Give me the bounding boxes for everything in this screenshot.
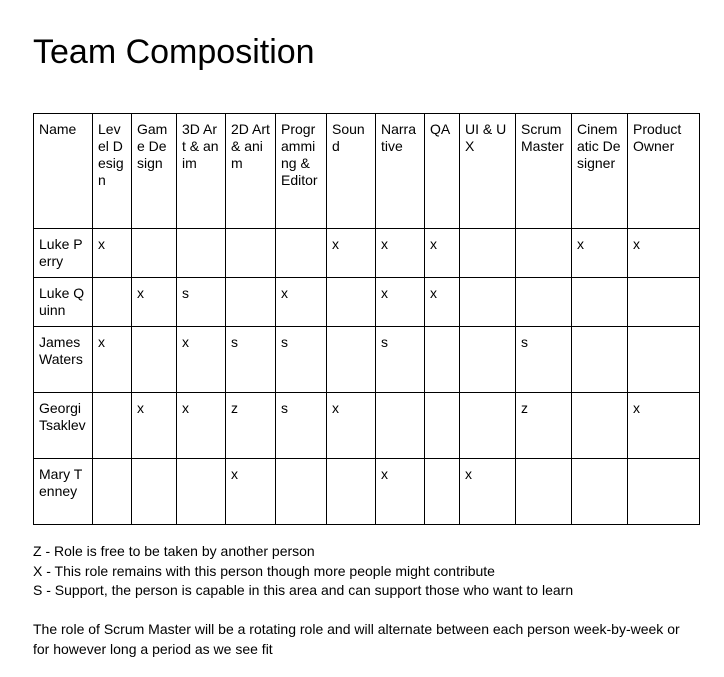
table-cell	[460, 327, 516, 393]
table-cell: s	[516, 327, 572, 393]
table-cell	[516, 278, 572, 327]
table-cell	[572, 459, 628, 525]
table-cell: x	[93, 327, 132, 393]
header-row	[34, 114, 700, 229]
table-cell: s	[226, 327, 276, 393]
table-cell: x	[376, 459, 425, 525]
header-cinematic-designer: Cinematic Designer	[572, 114, 628, 229]
table-cell: x	[376, 229, 425, 278]
legend-s: S - Support, the person is capable in this area and can support those who want to learn	[33, 582, 574, 598]
member-name: Georgi Tsaklev	[34, 393, 93, 459]
table-cell	[376, 393, 425, 459]
team-composition-table	[33, 113, 700, 525]
header-game-design: Game Design	[132, 114, 177, 229]
table-cell	[460, 393, 516, 459]
table-cell	[460, 278, 516, 327]
member-name: Luke Quinn	[34, 278, 93, 327]
table-cell: x	[132, 278, 177, 327]
table-cell: x	[276, 278, 327, 327]
header-level-design: Level Design	[93, 114, 132, 229]
table-cell	[177, 459, 226, 525]
table-cell	[132, 327, 177, 393]
table-cell	[516, 459, 572, 525]
table-cell: z	[516, 393, 572, 459]
table-cell	[460, 229, 516, 278]
table-cell	[572, 278, 628, 327]
table-cell	[93, 278, 132, 327]
table-cell: s	[276, 393, 327, 459]
table-cell: x	[425, 278, 460, 327]
table-cell	[327, 459, 376, 525]
table-cell: x	[628, 229, 700, 278]
member-name: James Waters	[34, 327, 93, 393]
table-row	[34, 278, 700, 327]
header-narrative: Narrative	[376, 114, 425, 229]
table-cell	[425, 393, 460, 459]
header-qa: QA	[425, 114, 460, 229]
table-cell: x	[177, 327, 226, 393]
table-cell: x	[226, 459, 276, 525]
header-name: Name	[34, 114, 93, 229]
table-cell: x	[376, 278, 425, 327]
table-row	[34, 393, 700, 459]
table-cell	[572, 327, 628, 393]
table-cell	[327, 327, 376, 393]
legend-spacer	[33, 601, 693, 621]
table-cell	[276, 459, 327, 525]
scrum-master-note: The role of Scrum Master will be a rotating role and will alternate between each person week-by-week or for however long a period as we see fit	[33, 621, 680, 657]
table-row	[34, 327, 700, 393]
table-cell: s	[177, 278, 226, 327]
legend-z: Z - Role is free to be taken by another person	[33, 543, 315, 559]
table-cell	[93, 459, 132, 525]
table-cell	[226, 229, 276, 278]
member-name: Mary Tenney	[34, 459, 93, 525]
table-cell	[628, 459, 700, 525]
header-ui-ux: UI & UX	[460, 114, 516, 229]
table-row	[34, 459, 700, 525]
header-2d-art: 2D Art & anim	[226, 114, 276, 229]
table-cell	[132, 229, 177, 278]
table-cell	[276, 229, 327, 278]
table-cell	[177, 229, 226, 278]
header-product-owner: Product Owner	[628, 114, 700, 229]
table-cell: x	[327, 229, 376, 278]
table-cell	[425, 327, 460, 393]
table-cell: s	[276, 327, 327, 393]
header-3d-art: 3D Art & anim	[177, 114, 226, 229]
header-programming: Programming & Editor	[276, 114, 327, 229]
table-cell	[93, 393, 132, 459]
table-cell	[572, 393, 628, 459]
member-name: Luke Perry	[34, 229, 93, 278]
table-row	[34, 229, 700, 278]
table-cell	[516, 229, 572, 278]
table-cell: x	[177, 393, 226, 459]
page-title: Team Composition	[33, 33, 315, 71]
legend	[33, 542, 693, 659]
table-cell: z	[226, 393, 276, 459]
header-sound: Sound	[327, 114, 376, 229]
table-cell: x	[628, 393, 700, 459]
table-cell: s	[376, 327, 425, 393]
header-scrum-master: Scrum Master	[516, 114, 572, 229]
table-cell	[132, 459, 177, 525]
table-cell: x	[572, 229, 628, 278]
table-cell	[425, 459, 460, 525]
table-cell: x	[327, 393, 376, 459]
table-cell: x	[93, 229, 132, 278]
table-cell: x	[132, 393, 177, 459]
legend-x: X - This role remains with this person though more people might contribute	[33, 562, 495, 579]
table-cell: x	[460, 459, 516, 525]
table-cell	[226, 278, 276, 327]
table-cell	[628, 278, 700, 327]
table-cell	[628, 327, 700, 393]
table-cell	[327, 278, 376, 327]
table-cell: x	[425, 229, 460, 278]
